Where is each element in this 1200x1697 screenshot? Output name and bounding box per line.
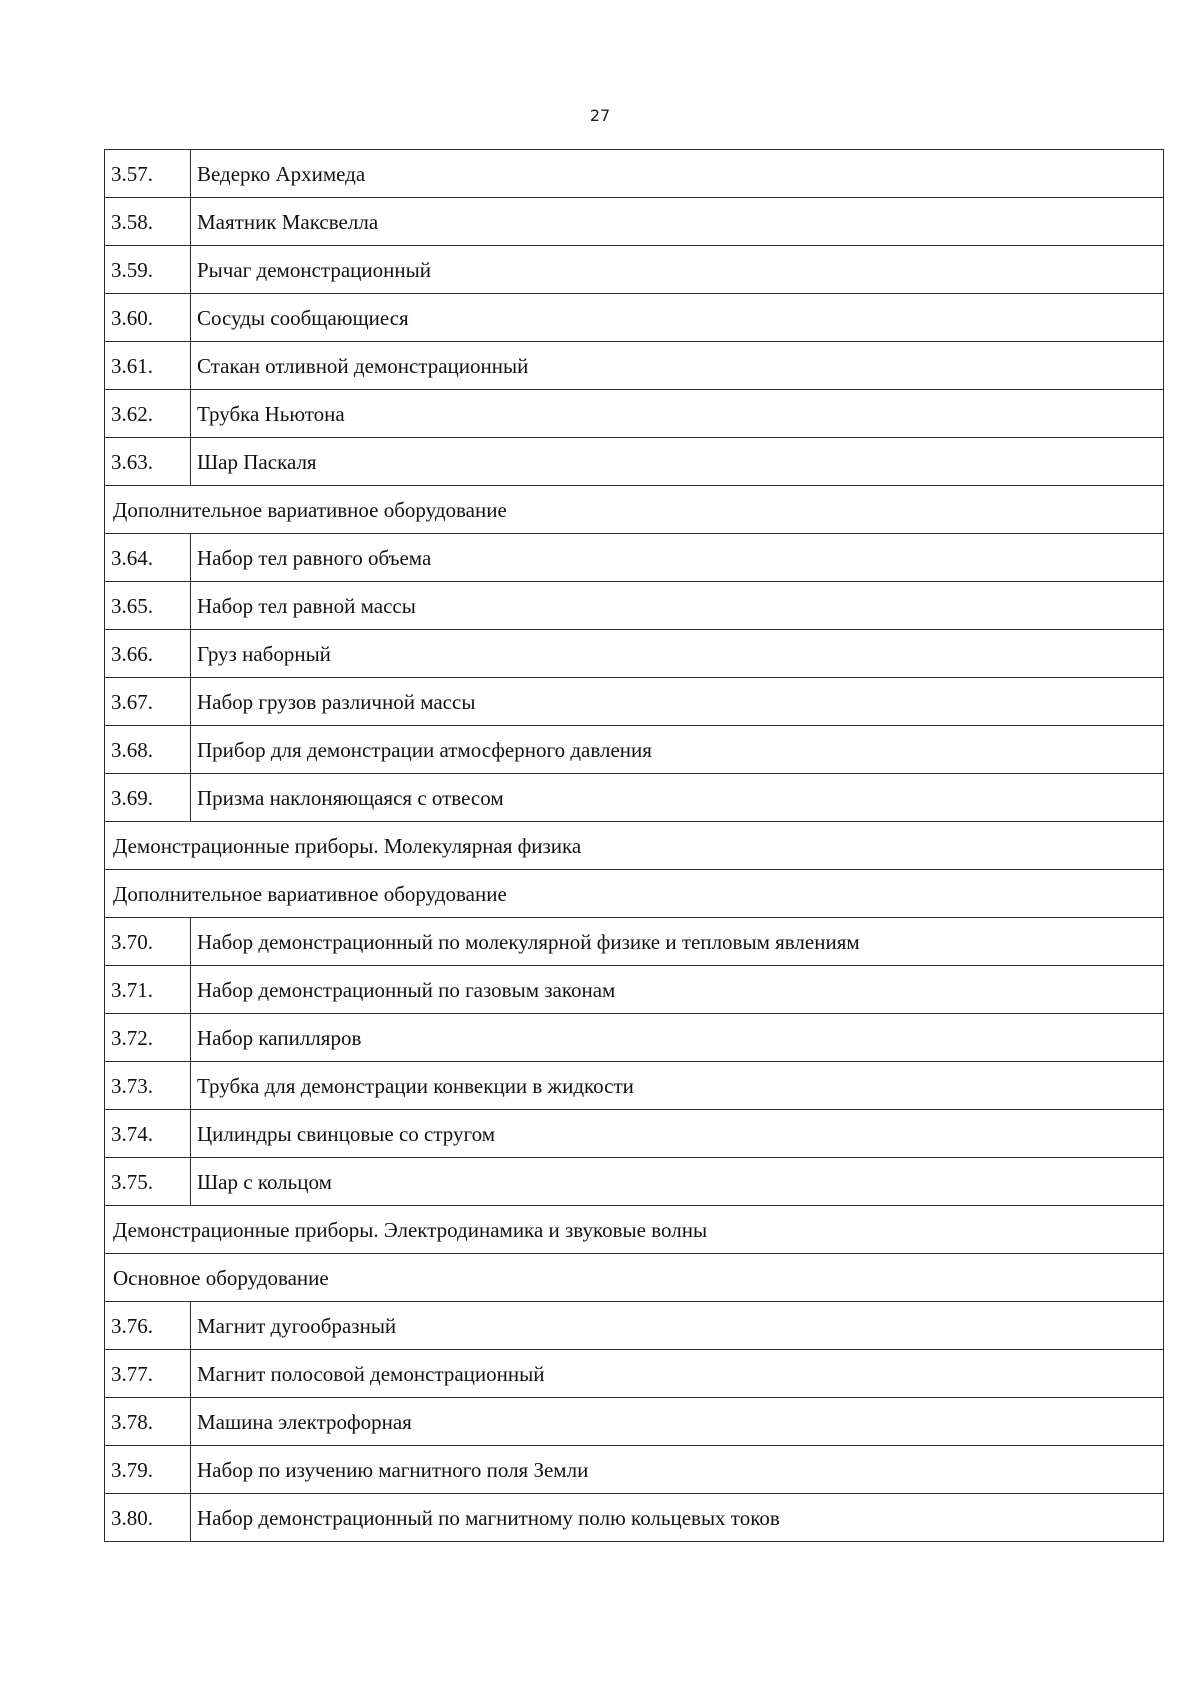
table-row <box>105 438 1164 486</box>
item-name: Сосуды сообщающиеся <box>191 294 1164 342</box>
item-number: 3.62. <box>105 390 191 438</box>
page-number: 27 <box>589 106 611 125</box>
item-number: 3.65. <box>105 582 191 630</box>
item-name: Набор грузов различной массы <box>191 678 1164 726</box>
item-name: Машина электрофорная <box>191 1398 1164 1446</box>
table-row <box>105 774 1164 822</box>
item-name: Набор демонстрационный по магнитному полю кольцевых токов <box>191 1494 1164 1542</box>
item-name: Груз наборный <box>191 630 1164 678</box>
table-row <box>105 342 1164 390</box>
section-row <box>105 1206 1164 1254</box>
table-row <box>105 534 1164 582</box>
item-name: Стакан отливной демонстрационный <box>191 342 1164 390</box>
item-name: Набор тел равной массы <box>191 582 1164 630</box>
table-row <box>105 390 1164 438</box>
equipment-table-body <box>105 150 1164 1542</box>
item-name: Набор демонстрационный по газовым законам <box>191 966 1164 1014</box>
table-row <box>105 198 1164 246</box>
table-row <box>105 1494 1164 1542</box>
item-name: Рычаг демонстрационный <box>191 246 1164 294</box>
table-row <box>105 1110 1164 1158</box>
item-number: 3.70. <box>105 918 191 966</box>
item-name: Прибор для демонстрации атмосферного давления <box>191 726 1164 774</box>
item-number: 3.74. <box>105 1110 191 1158</box>
equipment-table <box>104 149 1164 1542</box>
item-number: 3.80. <box>105 1494 191 1542</box>
item-number: 3.64. <box>105 534 191 582</box>
item-number: 3.71. <box>105 966 191 1014</box>
table-row <box>105 1014 1164 1062</box>
section-row <box>105 870 1164 918</box>
item-name: Трубка Ньютона <box>191 390 1164 438</box>
table-row <box>105 294 1164 342</box>
section-heading: Дополнительное вариативное оборудование <box>105 870 1164 918</box>
item-number: 3.58. <box>105 198 191 246</box>
table-row <box>105 678 1164 726</box>
table-row <box>105 1398 1164 1446</box>
item-name: Ведерко Архимеда <box>191 150 1164 198</box>
item-number: 3.78. <box>105 1398 191 1446</box>
table-row <box>105 966 1164 1014</box>
section-heading: Демонстрационные приборы. Молекулярная физика <box>105 822 1164 870</box>
table-row <box>105 918 1164 966</box>
item-number: 3.59. <box>105 246 191 294</box>
item-number: 3.57. <box>105 150 191 198</box>
item-number: 3.61. <box>105 342 191 390</box>
item-number: 3.77. <box>105 1350 191 1398</box>
item-number: 3.72. <box>105 1014 191 1062</box>
section-row <box>105 486 1164 534</box>
item-name: Набор тел равного объема <box>191 534 1164 582</box>
item-number: 3.76. <box>105 1302 191 1350</box>
item-number: 3.68. <box>105 726 191 774</box>
section-row <box>105 822 1164 870</box>
item-name: Магнит дугообразный <box>191 1302 1164 1350</box>
table-row <box>105 630 1164 678</box>
item-number: 3.67. <box>105 678 191 726</box>
item-name: Цилиндры свинцовые со стругом <box>191 1110 1164 1158</box>
section-heading: Демонстрационные приборы. Электродинамика и звуковые волны <box>105 1206 1164 1254</box>
item-number: 3.69. <box>105 774 191 822</box>
table-row <box>105 150 1164 198</box>
table-row <box>105 1158 1164 1206</box>
table-row <box>105 726 1164 774</box>
item-number: 3.60. <box>105 294 191 342</box>
table-row <box>105 1350 1164 1398</box>
item-name: Набор капилляров <box>191 1014 1164 1062</box>
item-name: Магнит полосовой демонстрационный <box>191 1350 1164 1398</box>
item-name: Маятник Максвелла <box>191 198 1164 246</box>
section-heading: Дополнительное вариативное оборудование <box>105 486 1164 534</box>
table-row <box>105 1302 1164 1350</box>
item-number: 3.75. <box>105 1158 191 1206</box>
item-name: Шар Паскаля <box>191 438 1164 486</box>
table-row <box>105 582 1164 630</box>
item-name: Шар с кольцом <box>191 1158 1164 1206</box>
table-row <box>105 246 1164 294</box>
item-number: 3.73. <box>105 1062 191 1110</box>
table-row <box>105 1446 1164 1494</box>
item-name: Набор демонстрационный по молекулярной физике и тепловым явлениям <box>191 918 1164 966</box>
item-number: 3.66. <box>105 630 191 678</box>
item-number: 3.79. <box>105 1446 191 1494</box>
table-row <box>105 1062 1164 1110</box>
item-name: Призма наклоняющаяся с отвесом <box>191 774 1164 822</box>
section-row <box>105 1254 1164 1302</box>
item-name: Набор по изучению магнитного поля Земли <box>191 1446 1164 1494</box>
item-name: Трубка для демонстрации конвекции в жидкости <box>191 1062 1164 1110</box>
item-number: 3.63. <box>105 438 191 486</box>
section-heading: Основное оборудование <box>105 1254 1164 1302</box>
